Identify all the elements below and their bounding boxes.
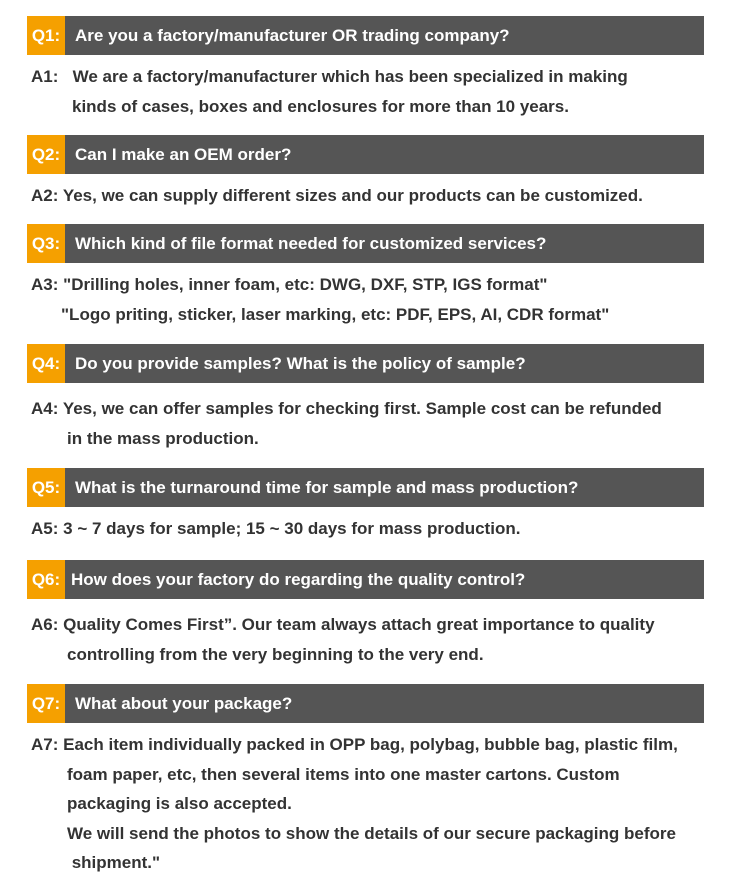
question-label-7: Q7: xyxy=(27,684,65,723)
question-text-5: What is the turnaround time for sample and mass production? xyxy=(75,477,579,497)
answer-line xyxy=(31,424,662,454)
answer-text: in the mass production. xyxy=(67,428,259,448)
answer-text: 3 ~ 7 days for sample; 15 ~ 30 days for mass production. xyxy=(63,519,521,538)
answer-label-5: A5: xyxy=(31,519,59,538)
question-bar-6 xyxy=(27,560,704,599)
answer-label-4: A4: xyxy=(31,399,59,418)
question-label-4: Q4: xyxy=(27,344,65,383)
question-bar-1 xyxy=(27,16,704,55)
question-text-1: Are you a factory/manufacturer OR trading company? xyxy=(75,25,510,45)
answer-line xyxy=(31,270,609,300)
answer-line xyxy=(31,819,678,849)
answer-block-5 xyxy=(31,514,520,544)
answer-line xyxy=(31,610,655,640)
answer-block-1 xyxy=(31,62,628,121)
answer-text: packaging is also accepted. xyxy=(67,794,292,813)
answer-text: foam paper, etc, then several items into one master cartons. Custom xyxy=(67,764,620,784)
answer-text: "Drilling holes, inner foam, etc: DWG, DXF, STP, IGS format" xyxy=(63,275,548,294)
answer-text: Quality Comes First”. Our team always attach great importance to quality xyxy=(63,615,655,634)
question-text-7: What about your package? xyxy=(75,693,293,713)
answer-label-6: A6: xyxy=(31,615,59,634)
answer-label-3: A3: xyxy=(31,275,59,294)
answer-block-2 xyxy=(31,181,643,211)
answer-line xyxy=(31,394,662,424)
answer-text: Each item individually packed in OPP bag, polybag, bubble bag, plastic film, xyxy=(63,735,678,754)
question-label-1: Q1: xyxy=(27,16,65,55)
question-text-6: How does your factory do regarding the quality control? xyxy=(71,569,526,589)
question-text-2: Can I make an OEM order? xyxy=(75,144,292,164)
question-bar-2 xyxy=(27,135,704,174)
answer-line xyxy=(31,640,655,670)
answer-block-4 xyxy=(31,394,662,453)
answer-line xyxy=(31,514,520,544)
answer-text: We are a factory/manufacturer which has been specialized in making xyxy=(72,67,628,86)
question-label-3: Q3: xyxy=(27,224,65,263)
answer-label-1: A1: xyxy=(31,67,59,86)
answer-line xyxy=(31,760,678,790)
question-bar-4 xyxy=(27,344,704,383)
answer-text: shipment." xyxy=(67,853,161,872)
answer-block-7 xyxy=(31,730,678,878)
answer-line xyxy=(31,92,628,122)
answer-line xyxy=(31,300,609,330)
question-text-3: Which kind of file format needed for customized services? xyxy=(75,233,547,253)
answer-text: Yes, we can supply different sizes and our products can be customized. xyxy=(62,186,643,205)
answer-line xyxy=(31,62,628,92)
answer-line xyxy=(31,730,678,760)
answer-line xyxy=(31,789,678,819)
answer-line xyxy=(31,181,643,211)
answer-text: kinds of cases, boxes and enclosures for more than 10 years. xyxy=(72,96,569,116)
answer-block-3 xyxy=(31,270,609,329)
question-label-5: Q5: xyxy=(27,468,65,507)
question-bar-5 xyxy=(27,468,704,507)
question-text-4: Do you provide samples? What is the policy of sample? xyxy=(75,353,526,373)
question-label-6: Q6: xyxy=(27,560,65,599)
answer-line xyxy=(31,848,678,878)
question-bar-3 xyxy=(27,224,704,263)
answer-block-6 xyxy=(31,610,655,669)
question-bar-7 xyxy=(27,684,704,723)
answer-label-2: A2: xyxy=(31,186,59,205)
answer-text: Yes, we can offer samples for checking first. Sample cost can be refunded xyxy=(62,399,662,418)
question-label-2: Q2: xyxy=(27,135,65,174)
answer-label-7: A7: xyxy=(31,735,59,754)
answer-text: controlling from the very beginning to the very end. xyxy=(67,644,484,664)
answer-text: "Logo priting, sticker, laser marking, etc: PDF, EPS, AI, CDR format" xyxy=(61,304,610,324)
answer-text: We will send the photos to show the details of our secure packaging before xyxy=(67,823,676,843)
